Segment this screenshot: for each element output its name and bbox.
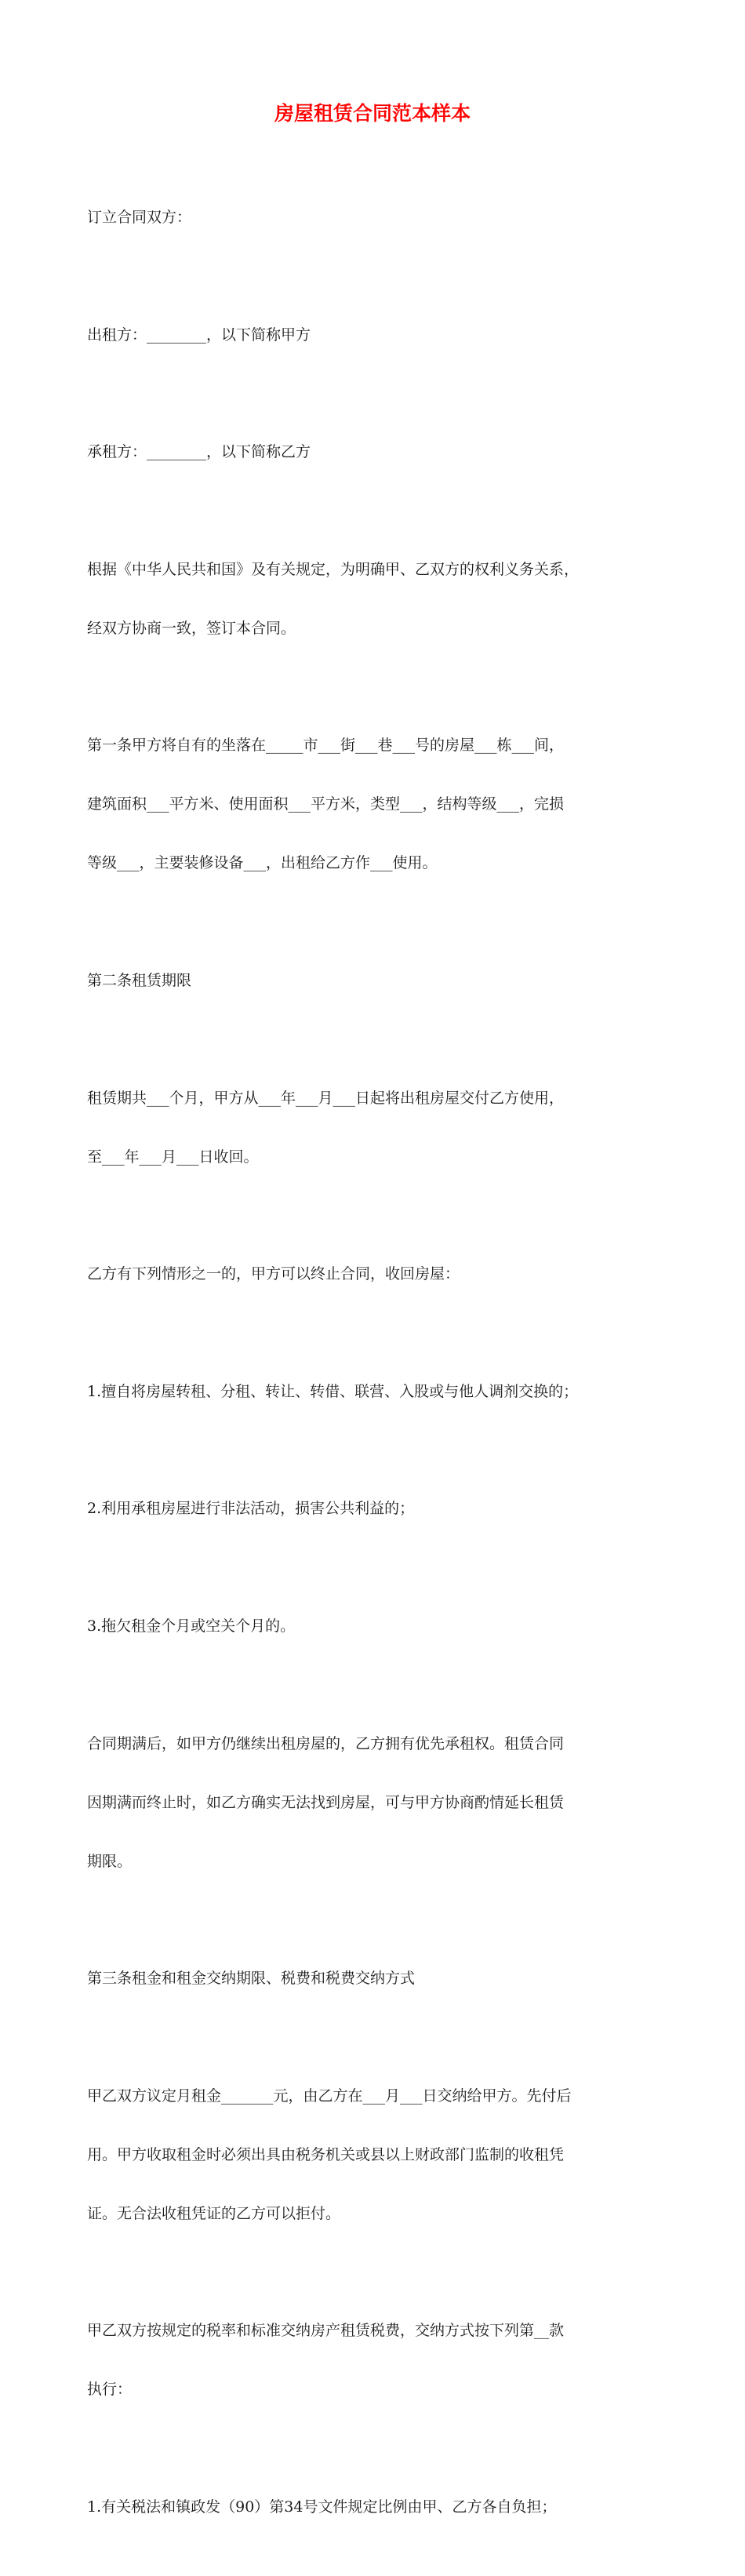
paragraph-article-1 (87, 697, 661, 912)
text-line: 订立合同双方： (87, 209, 192, 226)
document-title: 房屋租赁合同范本样本 (274, 102, 471, 125)
paragraph-lessee (87, 403, 661, 501)
text-line: 等级___，主要装修设备___，出租给乙方作___使用。 (87, 854, 438, 872)
paragraph-lease-term (87, 1050, 661, 1206)
paragraph-tax-item-1 (87, 2458, 661, 2556)
text-line: 2.利用承租房屋进行非法活动，损害公共利益的； (87, 1500, 415, 1518)
text-line: 第一条甲方将自有的坐落在_____市___街___巷___号的房屋___栋___间， (87, 737, 565, 755)
text-line: 至___年___月___日收回。 (87, 1148, 259, 1166)
text-line: 承租方：________，以下简称乙方 (87, 443, 311, 461)
text-line: 证。无合法收租凭证的乙方可以拒付。 (87, 2204, 341, 2222)
text-line: 第三条租金和租金交纳期限、税费和税费交纳方式 (87, 1970, 416, 1988)
paragraph-termination-item-3 (87, 1577, 661, 1675)
text-line: 因期满而终止时，如乙方确实无法找到房屋，可与甲方协商酌情延长租赁 (87, 1793, 565, 1811)
document-body (87, 169, 661, 2576)
paragraph-article-2-heading (87, 932, 661, 1030)
text-line: 1.擅自将房屋转租、分租、转让、转借、联营、入股或与他人调剂交换的； (87, 1382, 579, 1400)
paragraph-legal-basis (87, 521, 661, 678)
text-line: 1.有关税法和镇政发（90）第34号文件规定比例由甲、乙方各自负担； (87, 2498, 557, 2516)
paragraph-parties-intro (87, 169, 661, 267)
paragraph-termination-item-1 (87, 1343, 661, 1441)
text-line: 经双方协商一致，签订本合同。 (87, 619, 296, 637)
paragraph-termination-item-2 (87, 1460, 661, 1558)
paragraph-article-3-heading (87, 1930, 661, 2028)
text-line: 期限。 (87, 1852, 133, 1870)
text-line: 用。甲方收取租金时必须出具由税务机关或县以上财政部门监制的收租凭 (87, 2145, 565, 2163)
text-line: 3.拖欠租金个月或空关个月的。 (87, 1617, 296, 1635)
text-line: 执行： (87, 2381, 133, 2399)
text-line: 甲乙双方议定月租金_______元，由乙方在___月___日交纳给甲方。先付后 (87, 2087, 572, 2105)
text-line: 建筑面积___平方米、使用面积___平方米，类型___，结构等级___，完损 (87, 795, 565, 813)
text-line: 甲乙双方按规定的税率和标准交纳房产租赁税费，交纳方式按下列第__款 (87, 2322, 565, 2340)
paragraph-lessor (87, 286, 661, 384)
paragraph-renewal (87, 1695, 661, 1911)
text-line: 根据《中华人民共和国》及有关规定，为明确甲、乙双方的权利义务关系， (87, 560, 580, 578)
paragraph-rent (87, 2047, 661, 2263)
text-line: 租赁期共___个月，甲方从___年___月___日起将出租房屋交付乙方使用， (87, 1089, 565, 1107)
text-line: 出租方：________，以下简称甲方 (87, 326, 311, 344)
text-line: 合同期满后，如甲方仍继续出租房屋的，乙方拥有优先承租权。租赁合同 (87, 1734, 565, 1752)
text-line: 第二条租赁期限 (87, 971, 192, 989)
text-line: 乙方有下列情形之一的，甲方可以终止合同，收回房屋： (87, 1265, 460, 1283)
paragraph-termination-intro (87, 1225, 661, 1323)
paragraph-taxes (87, 2282, 661, 2439)
